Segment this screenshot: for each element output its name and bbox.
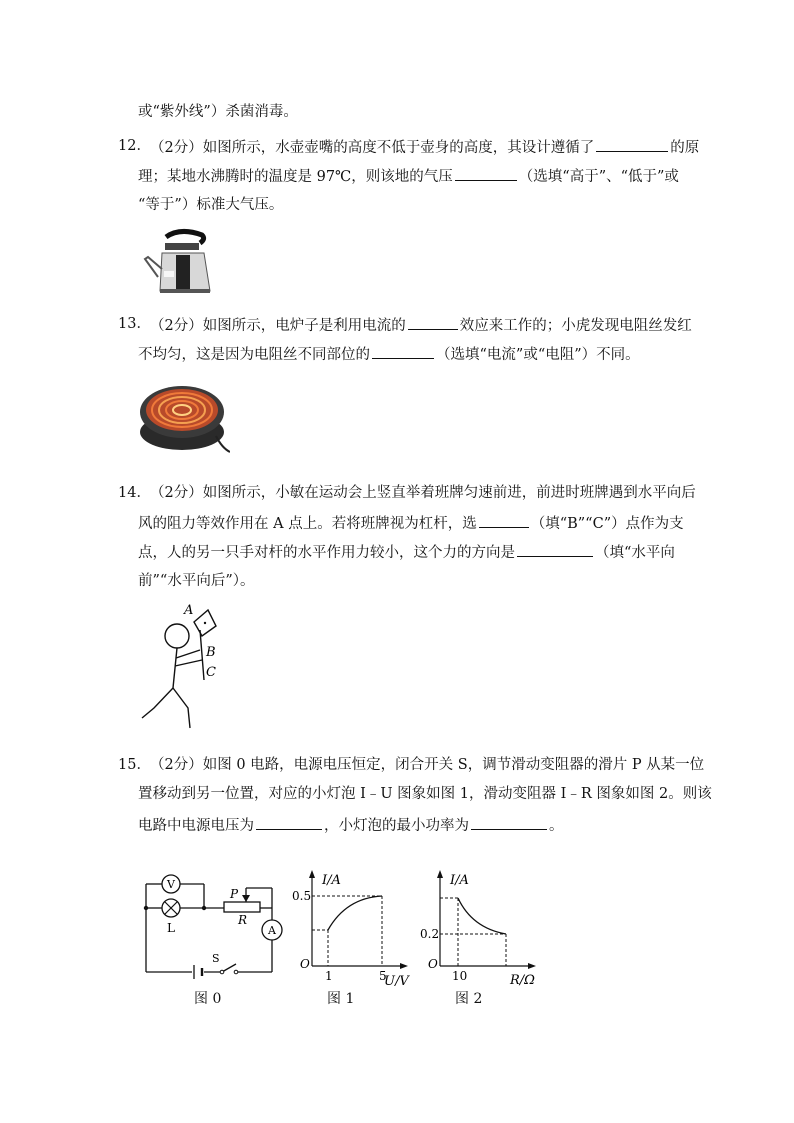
voltmeter-label: V xyxy=(167,878,175,891)
q12-text-2b: （选填“高于”、“低于”或 xyxy=(518,169,679,185)
q15-number: 15． xyxy=(118,757,151,773)
rheostat-ir-curve xyxy=(458,898,506,934)
graph-1 xyxy=(292,868,414,986)
q14-text-3b: （填“水平向 xyxy=(595,545,675,561)
q14-number: 14． xyxy=(118,485,151,501)
q12-line1 xyxy=(150,136,699,158)
q14-line2 xyxy=(138,512,684,534)
label-a: A xyxy=(184,603,194,618)
q14-line3 xyxy=(138,541,675,563)
q12-line3: “等于”）标准大气压。 xyxy=(138,197,284,213)
q14-blank-2[interactable] xyxy=(517,541,593,557)
q15-line3 xyxy=(138,814,564,836)
q12-blank-2[interactable] xyxy=(455,165,517,181)
q12-number: 12． xyxy=(118,138,151,154)
q13-blank-1[interactable] xyxy=(408,314,458,330)
circuit-caption: 图 0 xyxy=(194,991,222,1007)
graph2-ylabel: I/A xyxy=(450,873,469,888)
switch-label: S xyxy=(212,952,220,965)
q12-text-1a: （2分）如图所示，水壶壶嘴的高度不低于壶身的高度，其设计遵循了 xyxy=(150,140,595,156)
graph1-x-tick-1: 1 xyxy=(325,969,333,983)
carryover-line: 或“紫外线”）杀菌消毒。 xyxy=(138,104,298,120)
q12-text-2a: 理；某地水沸腾时的温度是 97℃，则该地的气压 xyxy=(138,169,453,185)
q12-line2 xyxy=(138,165,679,187)
q15-blank-1[interactable] xyxy=(256,814,322,830)
q14-text-2b: （填“B”“C”）点作为支 xyxy=(530,516,684,532)
graph1-xlabel: U/V xyxy=(384,974,409,986)
graph1-origin: O xyxy=(300,957,310,971)
q15-text-3c: 。 xyxy=(549,818,564,834)
q14-blank-1[interactable] xyxy=(479,512,529,528)
ammeter-label: A xyxy=(268,924,276,937)
graph2-xlabel: R/Ω xyxy=(510,973,535,986)
lamp-label: L xyxy=(167,921,175,935)
electric-stove-image xyxy=(138,378,230,460)
label-c: C xyxy=(206,665,216,680)
q13-number: 13． xyxy=(118,316,151,332)
q13-text-1a: （2分）如图所示，电炉子是利用电流的 xyxy=(150,318,406,334)
graph1-ylabel: I/A xyxy=(322,873,341,888)
graph1-x-tick-2: 5 xyxy=(379,969,387,983)
q13-text-1b: 效应来工作的；小虎发现电阻丝发红 xyxy=(459,318,692,334)
q14-text-3a: 点，人的另一只手对杆的水平作用力较小，这个力的方向是 xyxy=(138,545,515,561)
slider-label: P xyxy=(230,887,239,901)
q14-line4: 前”“水平向后”）。 xyxy=(138,573,255,589)
q14-text-2a: 风的阻力等效作用在 A 点上。若将班牌视为杠杆，选 xyxy=(138,516,477,532)
kettle-image xyxy=(140,225,215,297)
q15-text-3a: 电路中电源电压为 xyxy=(138,818,254,834)
q13-text-2b: （选填“电流”或“电阻”）不同。 xyxy=(436,347,640,363)
graph-2 xyxy=(420,868,544,986)
lamp-iu-curve xyxy=(328,896,382,930)
q15-line2: 置移动到另一位置，对应的小灯泡 I﹣U 图象如图 1，滑动变阻器 I﹣R 图象如图 2。则该 xyxy=(138,786,712,802)
graph2-caption: 图 2 xyxy=(455,991,483,1007)
q13-blank-2[interactable] xyxy=(372,343,434,359)
q14-line1: （2分）如图所示，小敏在运动会上竖直举着班牌匀速前进，前进时班牌遇到水平向后 xyxy=(150,485,696,501)
q15-blank-2[interactable] xyxy=(471,814,547,830)
label-b: B xyxy=(206,645,216,660)
stick-figure-image xyxy=(136,600,236,730)
graph1-caption: 图 1 xyxy=(327,991,355,1007)
q12-blank-1[interactable] xyxy=(596,136,668,152)
graph2-origin: O xyxy=(428,957,438,971)
q15-text-3b: ，小灯泡的最小功率为 xyxy=(324,818,469,834)
q13-line1 xyxy=(150,314,692,336)
q13-text-2a: 不均匀，这是因为电阻丝不同部位的 xyxy=(138,347,370,363)
q12-text-1b: 的原 xyxy=(670,140,700,156)
graph1-y-tick: 0.5 xyxy=(292,889,312,903)
graph2-x-tick: 10 xyxy=(452,969,468,983)
resistor-label: R xyxy=(238,913,248,927)
q15-line1: （2分）如图 0 电路，电源电压恒定，闭合开关 S，调节滑动变阻器的滑片 P 从某一位 xyxy=(150,757,705,773)
graph2-y-tick: 0.2 xyxy=(420,927,440,941)
q13-line2 xyxy=(138,343,640,365)
